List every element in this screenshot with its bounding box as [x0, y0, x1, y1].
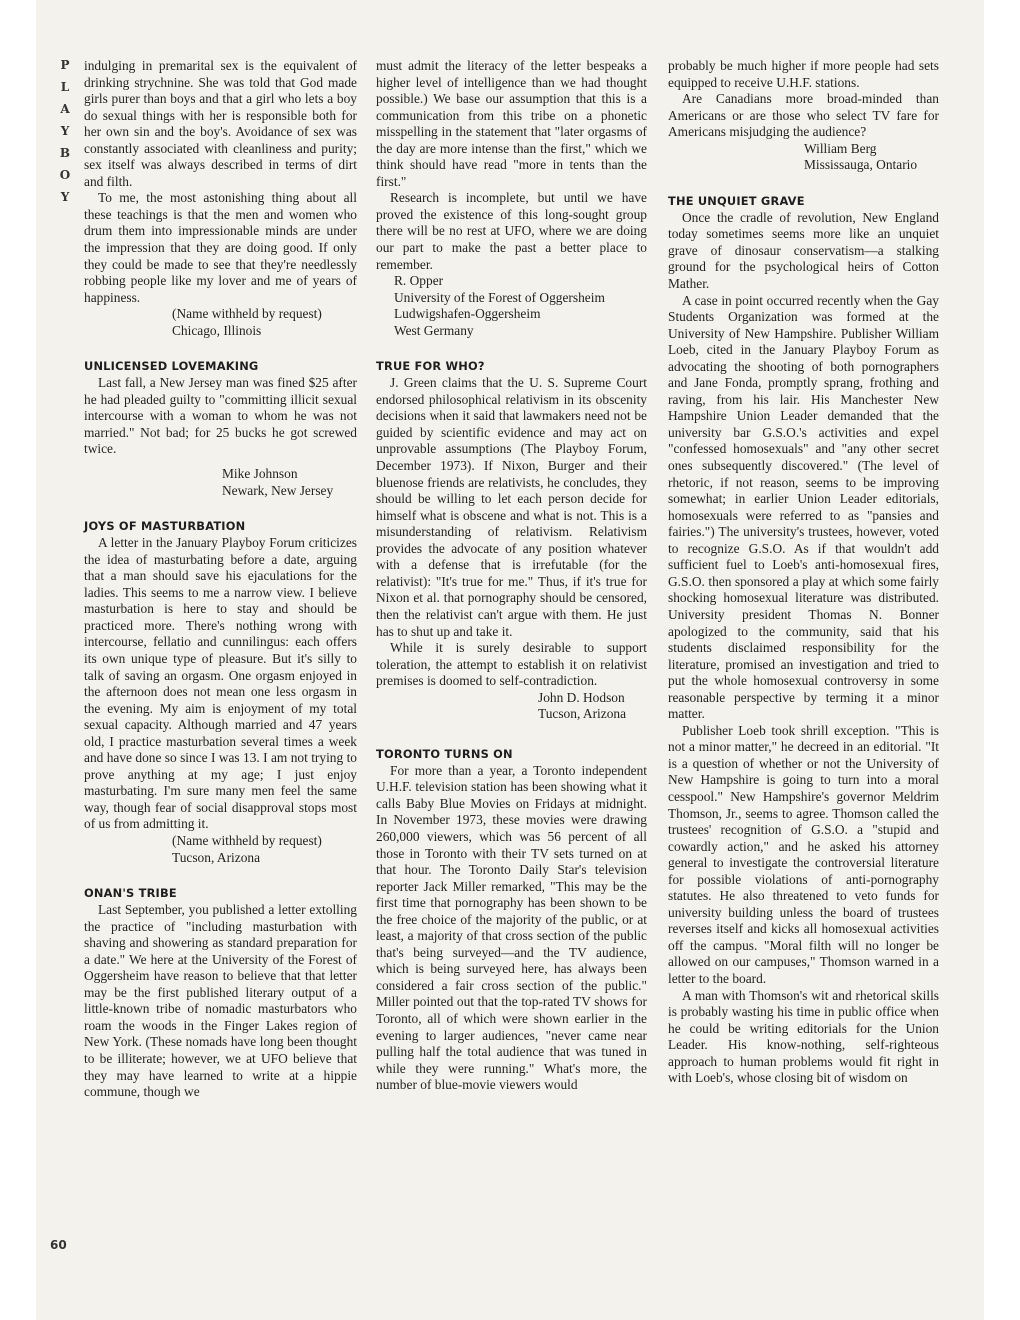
paragraph: To me, the most astonishing thing about all these teachings is that the men and women who drum them into impressionable minds are under the impression that they are doing good. If only they could be made to see that they're needlessly robbing people like my lover and me of years of happiness. [84, 190, 357, 305]
signature-line: West Germany [394, 322, 474, 338]
section-heading: ONAN'S TRIBE [84, 886, 177, 901]
signature-place: Newark, New Jersey [222, 482, 334, 498]
signature-block [84, 466, 357, 499]
paragraph: Once the cradle of revolution, New England today sometimes seems more like an unquiet grave of dinosaur conservatism—a stalking ground for the psychological heirs of Cotton Mather. [668, 209, 939, 292]
signature-name: Mike Johnson [222, 466, 298, 482]
paragraph: J. Green claims that the U. S. Supreme Court endorsed philosophical relativism in its obscenity decisions when it said that lawmakers need not be guided by scientific evidence and may act on unprovable assumptions (The Playboy Forum, December 1973). If Nixon, Burger and their bluenose friends are relativists, he concludes, they should be willing to let each person decide for himself what is obscene and what is not. This is a misunderstanding of relativism. Relativism provides the advocate of any position whatever with a defense that is irrefutable (for the relativist): "It's true for me." Thus, if it's true for Nixon et al. that pornography should be censored, then the relativist can't argue with them. He just has to shut up and take it. [376, 375, 647, 639]
section-heading: UNLICENSED LOVEMAKING [84, 359, 259, 374]
paragraph: Are Canadians more broad-minded than Americans or are those who select TV fare for Americans misjudging the audience? [668, 91, 939, 140]
magazine-page [36, 0, 984, 1320]
signature-place: Tucson, Arizona [538, 706, 627, 722]
signature-line: Ludwigshafen-Oggersheim [394, 306, 541, 322]
paragraph: Last fall, a New Jersey man was fined $25 after he had pleaded guilty to "committing illicit sexual intercourse with a woman to whom he was not married." Not bad; for 25 bucks he got screwed twice. [84, 375, 357, 457]
signature-place: Mississauga, Ontario [804, 157, 918, 173]
signature-name: John D. Hodson [538, 689, 625, 705]
paragraph: While it is surely desirable to support toleration, the attempt to establish it on relativist premises is doomed to self-contradiction. [376, 640, 647, 689]
column-3 [668, 58, 939, 1087]
paragraph: A letter in the January Playboy Forum criticizes the idea of masturbating before a date, arguing that a man should save his ejaculations for the ladies. This seems to me a narrow view. I believe masturbation is here to stay and should be practiced more. There's nothing wrong with intercourse, fellatio and cunnilingus: each offers its own unique type of pleasure. But it's silly to talk of saving an orgasm. One orgasm enjoyed in the afternoon does not mean one less orgasm in the evening. My aim is enjoyment of my total sexual capacity. Although married and 47 years old, I practice masturbation several times a week and have done so since I was 13. I am not trying to prove anything at my age; I just enjoy masturbating. I'm sure many men feel the same way, though fear of social disapproval stops most of us from admitting it. [84, 535, 357, 832]
masthead-letter: Y [60, 190, 70, 204]
signature-name: (Name withheld by request) [172, 306, 322, 322]
paragraph: A case in point occurred recently when the Gay Students Organization was formed at the University of New Hampshire. Publisher William Loeb, cited in the January Playboy Forum as advocating the shooting of both pornographers and Jane Fonda, promptly sprang, frothing and raving, from his lair. His Manchester New Hampshire Union Leader demanded that the university bar G.S.O.'s activities and expel "confessed homosexuals" and "any other secret ones subsequently discovered." (The level of rhetoric, if not reason, seems to be improving somewhat; in earlier Union Leader editorials, homosexuals were referred to as "pansies and fairies.") The university's trustees, however, voted to recognize G.S.O. As if that wouldn't add sufficient fuel to Loeb's anti-homosexual fires, G.S.O. then sponsored a play at which some fairly shocking homosexual literature was distributed. University president Thomas N. Bonner apologized to the community, said that his students disclaimed responsibility for the literature, promised an investigation and tried to put the whole homosexual controversy in some reasonable perspective by terming it a minor matter. [668, 292, 939, 722]
signature-place: Chicago, Illinois [172, 322, 262, 338]
column-1 [84, 58, 357, 1101]
paragraph: indulging in premarital sex is the equivalent of drinking strychnine. She was told that God made girls purer than boys and that a girl who lets a boy do sexual things with her is responsible both for her own sin and the boy's. Avoidance of sex was constantly associated with cleanliness and purity; sex itself was always described in terms of dirt and filth. [84, 58, 357, 189]
signature-name: William Berg [804, 140, 877, 156]
signature-name: (Name withheld by request) [172, 832, 322, 848]
masthead-letter: B [59, 146, 71, 160]
signature-line: University of the Forest of Oggersheim [394, 289, 605, 305]
signature-block [376, 690, 647, 723]
masthead-letter: L [60, 80, 70, 94]
paragraph: Publisher Loeb took shrill exception. "This is not a minor matter," he decreed in an editorial. "It is a question of whether or not the University of New Hampshire is going to turn into a moral cesspool." New Hampshire's governor Meldrim Thomson, Jr., seems to agree. Thomson called the trustees' recognition of G.S.O. a "stupid and cowardly action," and he asked his attorney general to investigate the controversial literature for possible violations of anti-pornography statutes. He also threatened to veto funds for university building unless the board of trustees reverses itself and kicks all homosexual activities off the campus. "Moral filth will no longer be allowed on our campuses," Thomson warned in a letter to the board. [668, 722, 939, 986]
masthead-letter: O [59, 168, 71, 182]
section-heading: THE UNQUIET GRAVE [668, 193, 805, 208]
signature-name: R. Opper [394, 273, 444, 289]
masthead-letter: A [60, 102, 70, 116]
paragraph: Research is incomplete, but until we have proved the existence of this long-sought group there will be no rest at UFO, where we are doing our part to make the past a better place to remember. [376, 190, 647, 272]
page-number: 60 [50, 1238, 67, 1252]
signature-block [84, 833, 357, 866]
paragraph: Last September, you published a letter extolling the practice of "including masturbation with shaving and showering as standard preparation for a date." We here at the University of the Forest of Oggersheim have reason to believe that that letter may be the first published literary output of a little-known tribe of nomadic masturbators who roam the woods in the Finger Lakes region of New York. (These nomads have long been thought to be illiterate; however, we at UFO believe that they may have learned to write at a hippie commune, though we [84, 902, 357, 1100]
paragraph: must admit the literacy of the letter bespeaks a higher level of intelligence than we had thought possible.) We base our assumption that this is a communication from this tribe on a phonetic misspelling in the statement that "later orgasms of the day are more intense than the first," which we think should have read "more in tents than the first." [376, 58, 647, 189]
section-heading: JOYS OF MASTURBATION [84, 519, 246, 534]
masthead-letter: Y [60, 124, 70, 138]
signature-block [84, 306, 357, 339]
paragraph: For more than a year, a Toronto independent U.H.F. television station has been showing what it calls Baby Blue Movies on Fridays at midnight. In November 1973, these movies were drawing 260,000 viewers, which was 56 percent of all those in Toronto with their TV sets turned on at that hour. The Toronto Daily Star's television reporter Jack Miller remarked, "This may be the first time that pornography has been shown to be the free choice of the majority of the public, or at least, a majority of that cross section of the public that's being surveyed—and the TV audience, which is being surveyed here, has always been considered a fair cross section of the public." Miller pointed out that the top-rated TV shows for Toronto, all of which were shown earlier in the evening to larger audiences, "never came near pulling half the total audience that was tuned in while they were running." What's more, the number of blue-movie viewers would [376, 762, 647, 1093]
signature-block [376, 273, 647, 339]
paragraph: probably be much higher if more people had sets equipped to receive U.H.F. stations. [668, 58, 939, 90]
signature-block [668, 141, 939, 174]
section-heading: TORONTO TURNS ON [376, 746, 513, 761]
masthead-letter: P [60, 58, 70, 72]
section-heading: TRUE FOR WHO? [376, 359, 485, 374]
paragraph: A man with Thomson's wit and rhetorical skills is probably wasting his time in public office when he could be writing editorials for the Union Leader. His know-nothing, self-righteous approach to human problems would fit right in with Loeb's, whose closing bit of wisdom on [668, 987, 939, 1086]
masthead-vertical [56, 54, 74, 208]
signature-place: Tucson, Arizona [172, 849, 261, 865]
column-2 [376, 58, 647, 1094]
